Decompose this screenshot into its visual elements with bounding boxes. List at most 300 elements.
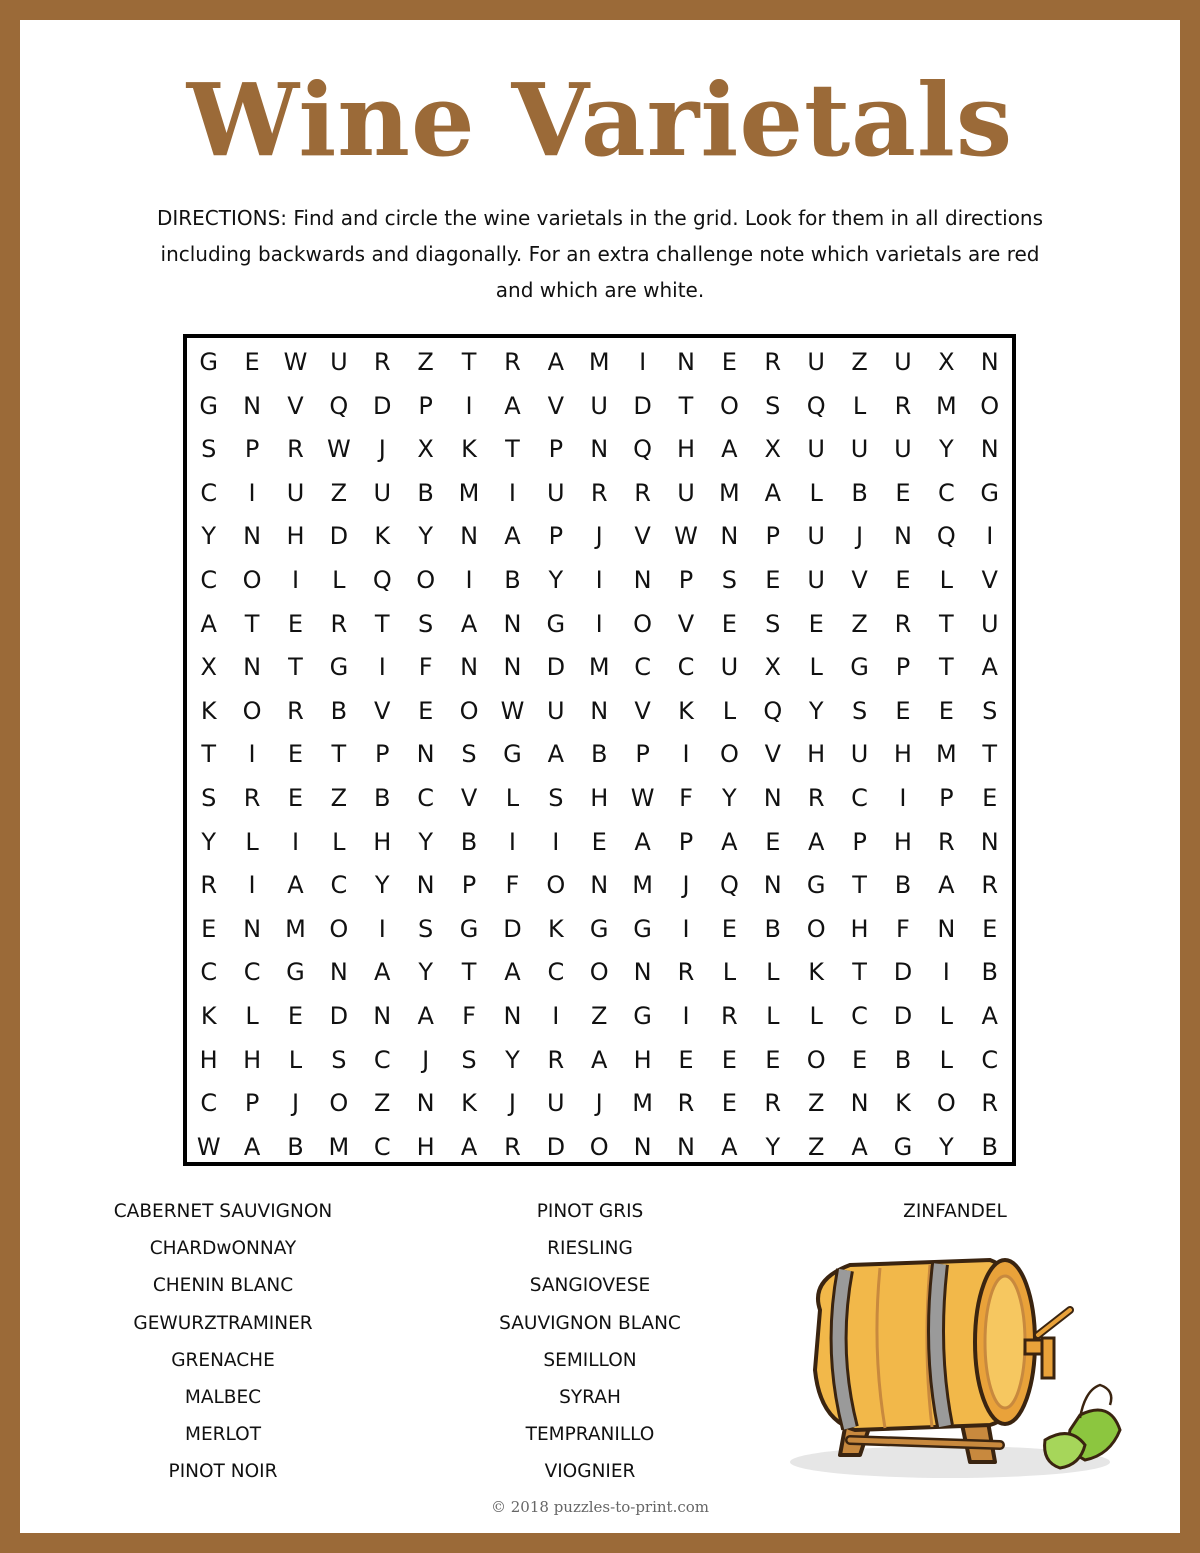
grid-cell[interactable]: L	[766, 958, 780, 987]
grid-cell[interactable]: C	[677, 653, 695, 682]
grid-cell[interactable]: U	[850, 740, 869, 769]
grid-cell[interactable]: B	[851, 478, 868, 507]
grid-cell[interactable]: O	[719, 740, 739, 769]
grid-cell[interactable]: V	[981, 565, 998, 594]
grid-cell[interactable]: G	[329, 653, 349, 682]
grid-cell[interactable]: N	[243, 653, 262, 682]
grid-cell[interactable]: R	[981, 1089, 999, 1118]
grid-cell[interactable]: T	[852, 871, 867, 900]
grid-cell[interactable]: W	[283, 348, 308, 376]
grid-cell[interactable]: A	[721, 1132, 738, 1161]
grid-cell[interactable]: H	[676, 435, 696, 464]
grid-cell[interactable]: R	[200, 871, 218, 900]
grid-cell[interactable]: N	[243, 522, 262, 551]
grid-cell[interactable]: M	[588, 653, 610, 682]
grid-cell[interactable]: R	[634, 478, 651, 507]
grid-cell[interactable]: L	[332, 565, 346, 594]
grid-cell[interactable]: P	[678, 827, 694, 856]
grid-cell[interactable]: O	[719, 391, 739, 420]
grid-cell[interactable]: D	[373, 391, 392, 420]
grid-cell[interactable]: L	[766, 1001, 780, 1030]
grid-cell[interactable]: D	[893, 1001, 913, 1030]
grid-cell[interactable]: D	[503, 914, 522, 943]
grid-cell[interactable]: X	[417, 435, 434, 464]
grid-cell[interactable]: P	[244, 1089, 260, 1118]
grid-cell[interactable]: J	[856, 522, 864, 551]
grid-cell[interactable]: E	[895, 696, 911, 725]
grid-cell[interactable]: V	[634, 696, 651, 725]
grid-cell[interactable]: P	[852, 827, 867, 856]
grid-cell[interactable]: I	[639, 348, 647, 376]
grid-cell[interactable]: H	[199, 1045, 218, 1074]
grid-cell[interactable]: Z	[374, 1089, 391, 1118]
grid-cell[interactable]: S	[418, 609, 434, 638]
grid-cell[interactable]: Y	[505, 1045, 520, 1074]
grid-cell[interactable]: E	[721, 609, 737, 638]
grid-cell[interactable]: M	[285, 914, 306, 943]
grid-cell[interactable]: N	[503, 609, 522, 638]
grid-cell[interactable]: P	[461, 871, 477, 900]
grid-cell[interactable]: S	[201, 783, 217, 812]
grid-cell[interactable]: I	[508, 827, 516, 856]
grid-cell[interactable]: F	[462, 1001, 476, 1030]
grid-cell[interactable]: R	[504, 1132, 521, 1161]
grid-cell[interactable]: G	[546, 609, 566, 638]
grid-cell[interactable]: A	[504, 391, 521, 420]
grid-cell[interactable]: Z	[590, 1001, 608, 1030]
grid-cell[interactable]: L	[722, 696, 737, 725]
grid-cell[interactable]: V	[374, 696, 391, 725]
grid-cell[interactable]: E	[982, 783, 998, 812]
grid-cell[interactable]: I	[508, 478, 516, 507]
grid-cell[interactable]: B	[287, 1132, 304, 1161]
grid-cell[interactable]: D	[546, 653, 566, 682]
grid-cell[interactable]: I	[682, 914, 690, 943]
grid-cell[interactable]: K	[461, 1089, 477, 1118]
grid-cell[interactable]: C	[981, 1045, 999, 1074]
grid-cell[interactable]: A	[764, 478, 781, 507]
grid-cell[interactable]: N	[243, 391, 262, 420]
grid-cell[interactable]: T	[244, 609, 260, 638]
grid-cell[interactable]: S	[548, 783, 564, 812]
grid-cell[interactable]: O	[806, 914, 826, 943]
grid-cell[interactable]: T	[374, 609, 390, 638]
grid-cell[interactable]: I	[552, 1001, 560, 1030]
grid-cell[interactable]: G	[633, 1001, 652, 1030]
grid-cell[interactable]: C	[330, 871, 348, 900]
grid-cell[interactable]: N	[633, 958, 652, 987]
grid-cell[interactable]: T	[505, 435, 520, 464]
grid-cell[interactable]: B	[374, 783, 391, 812]
grid-cell[interactable]: R	[547, 1045, 565, 1074]
grid-cell[interactable]: R	[721, 1001, 738, 1030]
grid-cell[interactable]: X	[200, 653, 217, 682]
grid-cell[interactable]: X	[938, 348, 955, 376]
grid-cell[interactable]: O	[546, 871, 566, 900]
grid-cell[interactable]: A	[981, 653, 998, 682]
grid-cell[interactable]: H	[416, 1132, 435, 1161]
grid-cell[interactable]: U	[807, 522, 825, 551]
grid-cell[interactable]: I	[291, 565, 300, 594]
grid-cell[interactable]: I	[465, 565, 473, 594]
grid-cell[interactable]: L	[722, 958, 737, 987]
grid-cell[interactable]: G	[850, 653, 869, 682]
grid-cell[interactable]: Y	[939, 435, 954, 464]
grid-cell[interactable]: H	[633, 1045, 652, 1074]
grid-cell[interactable]: G	[199, 348, 218, 376]
grid-cell[interactable]: L	[852, 391, 867, 420]
grid-cell[interactable]: S	[461, 740, 477, 769]
grid-cell[interactable]: M	[632, 871, 653, 900]
grid-cell[interactable]: P	[939, 783, 954, 812]
grid-cell[interactable]: N	[763, 871, 782, 900]
grid-cell[interactable]: R	[287, 435, 304, 464]
grid-cell[interactable]: O	[416, 565, 436, 594]
grid-cell[interactable]: N	[373, 1001, 392, 1030]
grid-cell[interactable]: P	[765, 522, 781, 551]
grid-cell[interactable]: U	[590, 391, 608, 420]
grid-cell[interactable]: O	[980, 391, 1000, 420]
grid-cell[interactable]: J	[682, 871, 690, 900]
grid-cell[interactable]: E	[765, 1045, 781, 1074]
grid-cell[interactable]: D	[546, 1132, 566, 1161]
grid-cell[interactable]: M	[935, 391, 957, 420]
grid-cell[interactable]: N	[416, 740, 435, 769]
grid-cell[interactable]: B	[590, 740, 608, 769]
grid-cell[interactable]: S	[331, 1045, 347, 1074]
grid-cell[interactable]: K	[461, 435, 477, 464]
grid-cell[interactable]: W	[674, 522, 698, 551]
grid-cell[interactable]: N	[329, 958, 348, 987]
grid-cell[interactable]: W	[196, 1132, 221, 1161]
grid-cell[interactable]: O	[589, 958, 609, 987]
grid-cell[interactable]: T	[331, 740, 347, 769]
grid-cell[interactable]: C	[547, 958, 565, 987]
grid-cell[interactable]: K	[200, 696, 217, 725]
grid-cell[interactable]: V	[677, 609, 695, 638]
grid-cell[interactable]: L	[809, 478, 823, 507]
grid-cell[interactable]: C	[200, 1089, 218, 1118]
grid-cell[interactable]: C	[200, 565, 218, 594]
grid-cell[interactable]: U	[807, 565, 825, 594]
grid-cell[interactable]: I	[248, 478, 256, 507]
grid-cell[interactable]: L	[288, 1045, 303, 1074]
grid-cell[interactable]: V	[851, 565, 868, 594]
grid-cell[interactable]: P	[548, 435, 564, 464]
grid-cell[interactable]: Y	[418, 522, 433, 551]
grid-cell[interactable]: T	[982, 740, 998, 769]
grid-cell[interactable]: A	[721, 435, 738, 464]
grid-cell[interactable]: N	[243, 914, 262, 943]
grid-cell[interactable]: L	[809, 653, 823, 682]
grid-cell[interactable]: S	[765, 609, 781, 638]
grid-cell[interactable]: V	[764, 740, 781, 769]
grid-cell[interactable]: K	[678, 696, 694, 725]
grid-cell[interactable]: C	[200, 958, 218, 987]
grid-cell[interactable]: L	[809, 1001, 823, 1030]
grid-cell[interactable]: R	[677, 958, 695, 987]
grid-cell[interactable]: N	[633, 565, 652, 594]
grid-cell[interactable]: Z	[330, 478, 348, 507]
grid-cell[interactable]: S	[982, 696, 998, 725]
grid-cell[interactable]: E	[895, 565, 911, 594]
grid-cell[interactable]: A	[938, 871, 955, 900]
grid-cell[interactable]: U	[894, 348, 912, 376]
grid-cell[interactable]: Z	[807, 1089, 825, 1118]
grid-cell[interactable]: S	[765, 391, 781, 420]
grid-cell[interactable]: J	[291, 1089, 300, 1118]
grid-cell[interactable]: N	[720, 522, 739, 551]
grid-cell[interactable]: E	[765, 827, 781, 856]
grid-cell[interactable]: Q	[806, 391, 826, 420]
grid-cell[interactable]: N	[677, 348, 695, 376]
grid-cell[interactable]: R	[373, 348, 391, 376]
grid-cell[interactable]: S	[418, 914, 434, 943]
grid-cell[interactable]: H	[590, 783, 609, 812]
grid-cell[interactable]: L	[939, 1045, 954, 1074]
grid-cell[interactable]: A	[460, 609, 478, 638]
grid-cell[interactable]: F	[679, 783, 693, 812]
grid-cell[interactable]: M	[719, 478, 740, 507]
grid-cell[interactable]: K	[200, 1001, 217, 1030]
grid-cell[interactable]: B	[764, 914, 781, 943]
grid-cell[interactable]: R	[764, 1089, 782, 1118]
grid-cell[interactable]: R	[894, 609, 912, 638]
grid-cell[interactable]: U	[547, 1089, 565, 1118]
grid-cell[interactable]: A	[504, 522, 521, 551]
grid-cell[interactable]: I	[595, 565, 603, 594]
grid-cell[interactable]: E	[851, 1045, 868, 1074]
grid-cell[interactable]: A	[547, 740, 565, 769]
grid-cell[interactable]: A	[807, 827, 825, 856]
grid-cell[interactable]: U	[677, 478, 695, 507]
grid-cell[interactable]: F	[896, 914, 910, 943]
grid-cell[interactable]: Z	[807, 1132, 825, 1161]
grid-cell[interactable]: M	[588, 348, 610, 376]
grid-cell[interactable]: B	[981, 1132, 998, 1161]
grid-cell[interactable]: N	[590, 696, 609, 725]
grid-cell[interactable]: E	[982, 914, 998, 943]
grid-cell[interactable]: B	[894, 871, 912, 900]
grid-cell[interactable]: U	[373, 478, 392, 507]
grid-cell[interactable]: I	[291, 827, 300, 856]
grid-cell[interactable]: N	[677, 1132, 695, 1161]
grid-cell[interactable]: I	[595, 609, 603, 638]
grid-cell[interactable]: N	[633, 1132, 652, 1161]
grid-cell[interactable]: I	[986, 522, 994, 551]
grid-cell[interactable]: E	[418, 696, 434, 725]
grid-cell[interactable]: V	[634, 522, 651, 551]
grid-cell[interactable]: R	[981, 871, 999, 900]
grid-cell[interactable]: O	[329, 1089, 349, 1118]
grid-cell[interactable]: R	[330, 609, 348, 638]
grid-cell[interactable]: H	[807, 740, 826, 769]
grid-cell[interactable]: D	[329, 522, 349, 551]
grid-cell[interactable]: T	[461, 348, 477, 376]
grid-cell[interactable]: Q	[633, 435, 653, 464]
grid-cell[interactable]: L	[939, 565, 954, 594]
grid-cell[interactable]: G	[980, 478, 1000, 507]
grid-cell[interactable]: T	[939, 609, 954, 638]
grid-cell[interactable]: O	[242, 696, 262, 725]
grid-cell[interactable]: E	[808, 609, 824, 638]
grid-cell[interactable]: I	[248, 871, 256, 900]
grid-cell[interactable]: U	[330, 348, 348, 376]
grid-cell[interactable]: Z	[851, 348, 868, 376]
grid-cell[interactable]: U	[807, 348, 825, 376]
grid-cell[interactable]: K	[808, 958, 825, 987]
grid-cell[interactable]: V	[287, 391, 304, 420]
grid-cell[interactable]: N	[590, 871, 609, 900]
grid-cell[interactable]: A	[417, 1001, 434, 1030]
grid-cell[interactable]: G	[459, 914, 479, 943]
grid-cell[interactable]: R	[807, 783, 825, 812]
grid-cell[interactable]: C	[200, 478, 218, 507]
grid-cell[interactable]: S	[851, 696, 868, 725]
grid-cell[interactable]: A	[634, 827, 651, 856]
grid-cell[interactable]: R	[937, 827, 955, 856]
grid-cell[interactable]: A	[504, 958, 521, 987]
grid-cell[interactable]: N	[460, 653, 479, 682]
grid-cell[interactable]: Q	[936, 522, 956, 551]
grid-cell[interactable]: V	[460, 783, 478, 812]
grid-cell[interactable]: S	[721, 565, 737, 594]
grid-cell[interactable]: F	[505, 871, 520, 900]
grid-cell[interactable]: Q	[719, 871, 739, 900]
grid-cell[interactable]: H	[850, 914, 869, 943]
grid-cell[interactable]: W	[500, 696, 525, 725]
grid-cell[interactable]: M	[632, 1089, 653, 1118]
grid-cell[interactable]: P	[418, 391, 433, 420]
grid-cell[interactable]: O	[459, 696, 479, 725]
grid-cell[interactable]: N	[460, 522, 479, 551]
grid-cell[interactable]: G	[199, 391, 218, 420]
grid-cell[interactable]: A	[721, 827, 738, 856]
grid-cell[interactable]: H	[286, 522, 305, 551]
grid-cell[interactable]: E	[591, 827, 607, 856]
grid-cell[interactable]: C	[937, 478, 955, 507]
grid-cell[interactable]: W	[630, 783, 655, 812]
grid-cell[interactable]: U	[547, 478, 565, 507]
grid-cell[interactable]: L	[939, 1001, 954, 1030]
grid-cell[interactable]: A	[287, 871, 304, 900]
grid-cell[interactable]: G	[589, 914, 609, 943]
grid-cell[interactable]: I	[378, 653, 386, 682]
grid-cell[interactable]: C	[851, 783, 868, 812]
grid-cell[interactable]: H	[893, 827, 912, 856]
grid-cell[interactable]: E	[895, 478, 911, 507]
grid-cell[interactable]: Y	[418, 827, 433, 856]
grid-cell[interactable]: U	[807, 435, 825, 464]
grid-cell[interactable]: Z	[330, 783, 348, 812]
grid-cell[interactable]: T	[461, 958, 477, 987]
grid-cell[interactable]: A	[460, 1132, 478, 1161]
grid-cell[interactable]: G	[806, 871, 826, 900]
grid-cell[interactable]: P	[678, 565, 694, 594]
grid-cell[interactable]: I	[942, 958, 950, 987]
grid-cell[interactable]: N	[503, 1001, 522, 1030]
grid-cell[interactable]: E	[721, 1045, 737, 1074]
grid-cell[interactable]: P	[895, 653, 911, 682]
grid-cell[interactable]: O	[936, 1089, 956, 1118]
grid-cell[interactable]: C	[417, 783, 435, 812]
grid-cell[interactable]: E	[287, 1001, 304, 1030]
grid-cell[interactable]: E	[765, 565, 781, 594]
grid-cell[interactable]: Q	[329, 391, 349, 420]
grid-cell[interactable]: U	[980, 609, 999, 638]
grid-cell[interactable]: N	[980, 348, 999, 376]
grid-cell[interactable]: K	[374, 522, 391, 551]
grid-cell[interactable]: I	[899, 783, 907, 812]
grid-cell[interactable]: U	[850, 435, 869, 464]
grid-cell[interactable]: C	[373, 1132, 391, 1161]
grid-cell[interactable]: H	[373, 827, 392, 856]
grid-cell[interactable]: M	[328, 1132, 350, 1161]
grid-cell[interactable]: P	[244, 435, 260, 464]
grid-cell[interactable]: Q	[372, 565, 392, 594]
grid-cell[interactable]: Y	[548, 565, 564, 594]
grid-cell[interactable]: L	[245, 827, 259, 856]
grid-cell[interactable]: D	[893, 958, 913, 987]
grid-cell[interactable]: E	[721, 1089, 737, 1118]
grid-cell[interactable]: S	[201, 435, 217, 464]
grid-cell[interactable]: C	[373, 1045, 391, 1074]
grid-cell[interactable]: I	[248, 740, 256, 769]
grid-cell[interactable]: N	[416, 1089, 435, 1118]
grid-cell[interactable]: Y	[765, 1132, 781, 1161]
grid-cell[interactable]: I	[552, 827, 560, 856]
grid-cell[interactable]: Y	[201, 827, 217, 856]
grid-cell[interactable]: T	[201, 740, 217, 769]
grid-cell[interactable]: R	[590, 478, 608, 507]
grid-cell[interactable]: U	[547, 696, 565, 725]
grid-cell[interactable]: G	[633, 914, 652, 943]
grid-cell[interactable]: T	[678, 391, 694, 420]
grid-cell[interactable]: R	[504, 348, 521, 376]
grid-cell[interactable]: N	[937, 914, 956, 943]
grid-cell[interactable]: F	[418, 653, 433, 682]
grid-cell[interactable]: B	[460, 827, 478, 856]
grid-cell[interactable]: Z	[851, 609, 868, 638]
grid-cell[interactable]: L	[332, 827, 346, 856]
grid-cell[interactable]: E	[287, 609, 304, 638]
grid-cell[interactable]: Z	[417, 348, 434, 376]
grid-cell[interactable]: W	[327, 435, 351, 464]
grid-cell[interactable]: I	[378, 914, 386, 943]
grid-cell[interactable]: J	[422, 1045, 430, 1074]
grid-cell[interactable]: U	[720, 653, 739, 682]
grid-cell[interactable]: N	[416, 871, 435, 900]
grid-cell[interactable]: E	[721, 914, 737, 943]
grid-cell[interactable]: B	[330, 696, 348, 725]
grid-cell[interactable]: L	[245, 1001, 259, 1030]
grid-cell[interactable]: B	[894, 1045, 912, 1074]
grid-cell[interactable]: S	[461, 1045, 477, 1074]
grid-cell[interactable]: N	[980, 827, 999, 856]
grid-cell[interactable]: A	[374, 958, 391, 987]
grid-cell[interactable]: U	[894, 435, 912, 464]
grid-cell[interactable]: V	[547, 391, 565, 420]
grid-cell[interactable]: I	[682, 1001, 690, 1030]
grid-cell[interactable]: L	[505, 783, 520, 812]
grid-cell[interactable]: E	[201, 914, 217, 943]
grid-cell[interactable]: J	[595, 1089, 603, 1118]
grid-cell[interactable]: X	[764, 653, 781, 682]
grid-cell[interactable]: E	[721, 348, 737, 376]
grid-cell[interactable]: R	[243, 783, 261, 812]
grid-cell[interactable]: E	[678, 1045, 694, 1074]
grid-cell[interactable]: O	[633, 609, 653, 638]
